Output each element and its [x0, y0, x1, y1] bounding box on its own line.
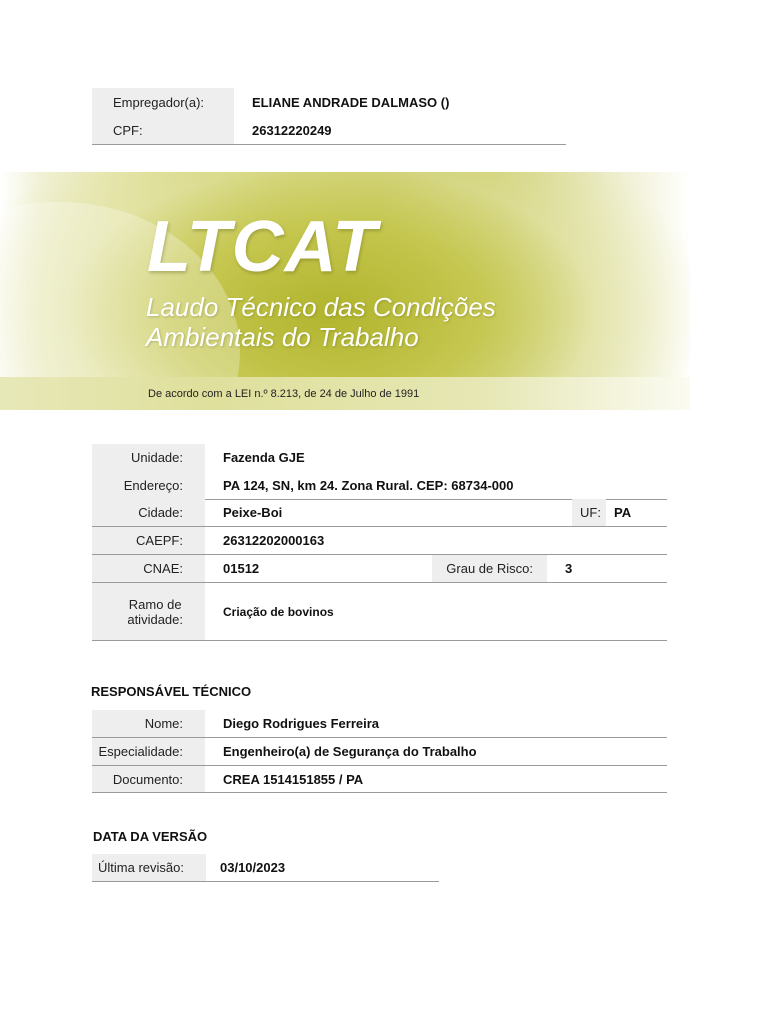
uf-label: UF:: [572, 499, 606, 526]
endereco-label: Endereço:: [92, 471, 205, 499]
ultima-revisao-label: Última revisão:: [92, 854, 206, 881]
row-divider: [92, 792, 667, 793]
data-versao-heading: DATA DA VERSÃO: [93, 829, 208, 844]
ultima-revisao-value: 03/10/2023: [220, 860, 286, 875]
grau-risco-value: 3: [565, 561, 573, 576]
unidade-value: Fazenda GJE: [223, 450, 305, 465]
table-bottom-divider: [92, 640, 667, 641]
unidade-label: Unidade:: [92, 444, 205, 471]
ramo-label-line2: atividade:: [127, 611, 183, 627]
ltcat-banner: [0, 172, 690, 410]
endereco-value: PA 124, SN, km 24. Zona Rural. CEP: 68734-000: [223, 477, 514, 493]
documento-label: Documento:: [92, 766, 205, 792]
caepf-label: CAEPF:: [92, 527, 205, 554]
cnae-value: 01512: [223, 561, 260, 576]
caepf-value: 26312202000163: [223, 533, 325, 548]
cpf-value: 26312220249: [252, 122, 332, 138]
ramo-atividade-value: Criação de bovinos: [223, 604, 334, 619]
banner-title: LTCAT: [147, 207, 378, 287]
especialidade-label: Especialidade:: [92, 738, 205, 765]
ramo-label-line1: Ramo de: [128, 596, 182, 612]
cidade-label: Cidade:: [92, 499, 205, 526]
banner-subtitle: [146, 292, 496, 352]
cidade-value: Peixe-Boi: [223, 505, 283, 520]
employer-value: ELIANE ANDRADE DALMASO (): [252, 94, 450, 110]
employer-label: Empregador(a):: [92, 88, 234, 116]
documento-value: CREA 1514151855 / PA: [223, 771, 364, 787]
nome-label: Nome:: [92, 710, 205, 737]
banner-subtitle-line1: Laudo Técnico das Condições: [146, 292, 496, 322]
version-divider: [92, 881, 439, 882]
ramo-atividade-label: [92, 583, 205, 640]
employer-divider: [92, 144, 566, 145]
especialidade-value: Engenheiro(a) de Segurança do Trabalho: [223, 744, 477, 759]
cpf-label: CPF:: [92, 116, 234, 144]
banner-subtitle-line2: Ambientais do Trabalho: [146, 322, 419, 352]
banner-law-text: De acordo com a LEI n.º 8.213, de 24 de Julho de 1991: [148, 388, 420, 400]
grau-risco-label: Grau de Risco:: [432, 555, 547, 582]
responsavel-heading: RESPONSÁVEL TÉCNICO: [91, 684, 252, 699]
cnae-label: CNAE:: [92, 555, 205, 582]
nome-value: Diego Rodrigues Ferreira: [223, 716, 380, 731]
uf-value: PA: [614, 505, 632, 520]
